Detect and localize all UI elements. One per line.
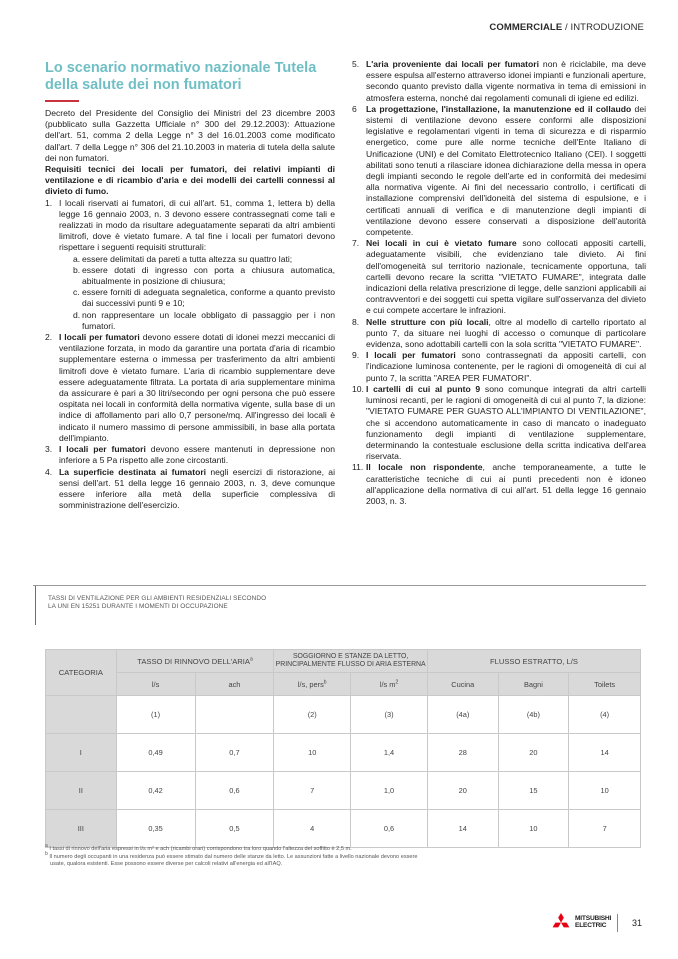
table-cell: (4a) [427, 696, 498, 734]
list-item [352, 317, 646, 351]
item-text: sono collocati appositi cartelli, adeguatamente visibili, che evidenziano tale divieto. Ai fini dell'omogeneità sul territorio nazionale, tecnicamente opportuna, tali cartelli devono recare la scritta "VIETATO FUMARE", integrata dalle indicazioni della relativa prescrizione di legge, delle sanzioni applicabili ai contravventori e dei soggetti cui spetta vigilare sull'osservanza del divieto e cui compete accertare le infrazioni. [366, 238, 647, 316]
table-cell: 0,5 [195, 810, 274, 848]
sub-list-item [73, 265, 335, 287]
item-text: dei sistemi di ventilazione devono essere conformi alle disposizioni legislative e regolamentari vigenti in tema di sicurezza e di risparmio energetico, come pure alle norme tecniche dell'Ente Italiano di Unificazione (UNI) e del Comitato Elettrotecnico Italiano (CEI). I soggetti abilitati sono tenuti a rilasciare idonea dichiarazione della messa in opera degli impianti secondo le regole dell'arte ed in conformità dei medesimi alla normativa vigente. Ai fini del necessario controllo, i certificati di installazione comprensivi dell'idoneità del sistema di espulsione, e i certificati annuali di verifica e di manutenzione degli impianti di ventilazione devono essere conservati a disposizione dell'autorità competente. [366, 103, 647, 238]
table-cell: 28 [427, 734, 498, 772]
unit-text: l/s, pers [297, 679, 324, 689]
item-number: 11. [352, 462, 364, 473]
item-bold-lead: Il locale non rispondente [366, 462, 483, 473]
mitsubishi-electric-logo [550, 913, 611, 932]
item-bold-lead: Nelle strutture con più locali [366, 316, 489, 327]
footnote-mark: b [45, 850, 48, 857]
header-category: CATEGORIA [46, 650, 117, 696]
footnote-text: I tassi di rinnovo dell'aria espressi in l/s m² e ach (ricambi orari) corrispondono tra loro quando l'altezza del soffitto è 2,5 m. [47, 846, 352, 852]
item-number: 3. [45, 444, 53, 455]
unit-header [427, 673, 498, 696]
header-separator: / [562, 22, 571, 33]
sub-list-item [73, 287, 335, 309]
table-cell: 14 [427, 810, 498, 848]
sub-item-letter: d. [73, 309, 81, 320]
sub-list [59, 254, 335, 332]
item-bold-lead: La superficie destinata ai fumatori [59, 466, 207, 477]
table-cell: 20 [427, 772, 498, 810]
header-text: SOGGIORNO E STANZE DA LETTO, [292, 653, 409, 660]
sub-item-text: essere dotati di ingresso con porta a chiusura automatica, abitualmente in posizione di chiusura; [82, 264, 335, 287]
section-divider [33, 585, 646, 586]
unit-header [498, 673, 569, 696]
footnote [45, 843, 645, 854]
list-item [45, 332, 335, 444]
item-number: 6 [352, 103, 357, 114]
header-text: TASSO DI RINNOVO DELL'ARIA [137, 656, 250, 666]
three-diamonds-icon [550, 913, 572, 932]
unit-header [195, 673, 274, 696]
item-text: non è riciclabile, ma deve essere espulsa all'esterno attraverso idonei impianti e funzionali aperture, secondo quanto previsto dalla vigente normativa in tema di emissioni in atmosfera esterna, nonché dai regolamenti comunali di igiene ed edilizi. [366, 59, 646, 103]
list-item [352, 462, 646, 507]
item-number: 2. [45, 332, 53, 343]
item-number: 1. [45, 197, 53, 208]
footnote [45, 850, 645, 862]
item-bold-lead: I locali per fumatori [59, 444, 146, 455]
footer-separator [617, 914, 618, 932]
header-text: PRINCIPALMENTE FLUSSO DI ARIA ESTERNA [275, 661, 426, 668]
sub-item-text: essere delimitati da pareti a tutta altezza su quattro lati; [82, 253, 293, 264]
list-item [45, 444, 335, 466]
unit-text: l/s m [379, 679, 396, 689]
table-cell: 7 [274, 772, 351, 810]
reference-row [46, 696, 641, 734]
unit-header [569, 673, 641, 696]
table-cell: 10 [274, 734, 351, 772]
category-cell: I [46, 734, 117, 772]
footnote-text: Il numero degli occupanti in una residenza può essere stimato dal numero delle stanze da letto. Le assunzioni fatte a livello nazionale devono essere [47, 853, 418, 860]
table-cell: 0,6 [195, 772, 274, 810]
item-bold-lead: I cartelli di cui al punto 9 [366, 383, 481, 394]
table-cell: 7 [569, 810, 641, 848]
item-text: devono essere mantenuti in depressione non inferiore a 5 Pa rispetto alle zone circostanti. [59, 444, 335, 466]
table-cell: (4b) [498, 696, 569, 734]
sub-item-letter: c. [73, 287, 80, 298]
table-cell: 20 [498, 734, 569, 772]
ventilation-rates-table [45, 649, 641, 848]
item-text: sono comunque integrati da altri cartelli luminosi recanti, per le ragioni di omogeneità di cui al punto 7, la dizione: "VIETATO FUMARE PER GUASTO ALL'IMPIANTO DI VENTILAZIONE", che si accendono automaticamente in caso di mancato o inadeguato funzionamento degli impianti di ventilazione supplementare, determinando la contestuale esclusione della scritta indicativa dell'area riservata. [366, 383, 646, 462]
brand-line: MITSUBISHI [575, 914, 612, 922]
item-number: 10. [352, 383, 364, 394]
header-living-bedrooms [274, 650, 428, 673]
header-extracted-flow: FLUSSO ESTRATTO, L/S [427, 650, 640, 673]
table-cell: 15 [498, 772, 569, 810]
article-title: Lo scenario normativo nazionale Tutela della salute dei non fumatori [45, 60, 317, 93]
table-cell: 0,42 [116, 772, 195, 810]
item-number: 7. [352, 238, 360, 249]
table-cell [46, 696, 117, 734]
item-number: 5. [352, 59, 360, 69]
left-column [45, 60, 335, 511]
footnote-mark: a [249, 655, 253, 662]
unit-text: ach [228, 679, 241, 689]
table-cell: (3) [351, 696, 428, 734]
unit-text: l/s [151, 679, 160, 689]
header-section: COMMERCIALE [489, 22, 563, 33]
list-item [45, 198, 335, 332]
item-number: 4. [45, 466, 53, 477]
table-cell: 10 [498, 810, 569, 848]
table-row [46, 772, 641, 810]
header-air-renewal [116, 650, 274, 673]
caption-accent-bar [35, 586, 36, 625]
list-item [352, 350, 646, 384]
list-item [352, 238, 646, 316]
brand-line: ELECTRIC [575, 921, 607, 929]
footnote-mark: a [45, 843, 48, 850]
footnote-mark: b [323, 679, 327, 686]
right-column [352, 59, 646, 507]
table-footnotes [45, 843, 645, 869]
category-cell: III [46, 810, 117, 848]
list-item [45, 467, 335, 512]
table-cell: (4) [569, 696, 641, 734]
header-subsection: INTRODUZIONE [570, 22, 644, 33]
requirements-heading: Requisiti tecnici dei locali per fumatori, dei relativi impianti di ventilazione e di ricambio d'aria e dei modelli dei cartelli connessi al divieto di fumo. [45, 164, 335, 197]
item-text: I locali riservati ai fumatori, di cui all'art. 51, comma 1, lettera b) della legge 16 gennaio 2003, n. 3 devono essere contrassegnati come tali e realizzati in modo da risultare adeguatamente separati da altri ambienti limitrofi, dove è vietato fumare. A tal fine i locali per fumatori devono rispettare i seguenti requisiti strutturali: [59, 197, 335, 253]
brand-name [575, 916, 611, 929]
sub-item-text: non rappresentare un locale obbligato di passaggio per i non fumatori. [82, 309, 335, 331]
table-cell: 0,7 [195, 734, 274, 772]
page-number: 31 [632, 918, 643, 928]
table-row [46, 734, 641, 772]
item-bold-lead: La progettazione, l'installazione, la manutenzione ed il collaudo [366, 103, 632, 114]
table-row [46, 810, 641, 848]
item-text: , anche temporaneamente, a tutte le caratteristiche tecniche di cui ai punti precedenti non è idoneo all'applicazione della normativa di cui all'art. 51 della legge 16 gennaio 2003, n. 3. [366, 462, 646, 506]
page-header [489, 22, 644, 33]
table-cell: 0,35 [116, 810, 195, 848]
item-number: 9. [352, 350, 360, 361]
unit-text: Bagni [523, 679, 543, 689]
table-cell: 4 [274, 810, 351, 848]
item-bold-lead: Nei locali in cui è vietato fumare [366, 238, 517, 249]
table-caption [48, 595, 266, 611]
title-underline [45, 100, 79, 102]
item-bold-lead: I locali per fumatori [59, 332, 140, 343]
caption-line: LA UNI EN 15251 DURANTE I MOMENTI DI OCCUPAZIONE [48, 603, 228, 610]
table-cell: (1) [116, 696, 195, 734]
table-cell: 10 [569, 772, 641, 810]
item-bold-lead: I locali per fumatori [366, 350, 456, 361]
item-bold-lead: L'aria proveniente dai locali per fumatori [366, 59, 539, 69]
superscript: 2 [395, 679, 399, 686]
footnote-continuation: usate, qualora esistenti. Esse possono essere diverse per calcoli relativi all'energia ed all'IAQ. [50, 861, 283, 867]
requirements-list-left [45, 198, 335, 512]
table-cell: (2) [274, 696, 351, 734]
table-cell [195, 696, 274, 734]
sub-item-letter: a. [73, 253, 81, 264]
list-item [352, 104, 646, 238]
requirements-list-right [352, 59, 646, 507]
table-cell: 1,0 [351, 772, 428, 810]
unit-header [351, 673, 428, 696]
caption-line: TASSI DI VENTILAZIONE PER GLI AMBIENTI RESIDENZIALI SECONDO [48, 595, 267, 602]
table-cell: 14 [569, 734, 641, 772]
intro-paragraph: Decreto del Presidente del Consiglio dei Ministri del 23 dicembre 2003 (pubblicato sulla Gazzetta Ufficiale n° 300 del 29.12.2003): Attuazione dell'art. 51, comma 2 della Legge n° 3 del 16.01.2003 come modificato dall'art. 7 della Legge n° 306 del 21.10.2003 in materia di tutela della salute dei non fumatori. [45, 108, 335, 163]
category-cell: II [46, 772, 117, 810]
unit-text: Cucina [451, 679, 475, 689]
unit-text: Toilets [594, 679, 616, 689]
unit-header [116, 673, 195, 696]
sub-list-item [73, 254, 335, 265]
unit-header [274, 673, 351, 696]
item-text: devono essere dotati di idonei mezzi meccanici di ventilazione forzata, in modo da garantire una portata d'aria di ricambio supplementare esterna o immessa per trasferimento da altri ambienti limitrofi dove è vietato fumare. L'aria di ricambio supplementare deve essere adeguatamente filtrata. La portata di aria supplementare minima da assicurare è pari a 30 litri/secondo per ogni persona che può essere ospitata nei locali in conformità della normativa vigente, sulla base di un indice di affollamento pari allo 0,7 persone/mq. All'ingresso dei locali è indicato il numero massimo di persone ammissibili, in base alla portata dell'impianto. [59, 332, 335, 443]
sub-item-text: essere forniti di adeguata segnaletica, conforme a quanto previsto dai successivi punti 9 e 10; [82, 287, 335, 309]
item-text: , oltre al modello di cartello riportato al punto 7, da situare nei luoghi di accesso o comunque di particolare evidenza, sono adottabili cartelli con la sola scritta "VIETATO FUMARE". [366, 316, 646, 350]
table-cell: 0,49 [116, 734, 195, 772]
sub-item-letter: b. [73, 264, 81, 275]
list-item [352, 59, 646, 104]
item-text: sono contrassegnati da appositi cartelli, con l'indicazione luminosa contenente, per le ragioni di omogeneità di cui al punto 7, la scritta "AREA PER FUMATORI". [366, 350, 646, 383]
list-item [352, 384, 646, 462]
table-cell: 1,4 [351, 734, 428, 772]
sub-list-item [73, 310, 335, 332]
item-text: negli esercizi di ristorazione, ai sensi dell'art. 51 della legge 16 gennaio 2003, n. 3, deve comunque essere inferiore alla metà della superficie complessiva di somministrazione dell'esercizio. [59, 466, 335, 511]
table-cell: 0,6 [351, 810, 428, 848]
item-number: 8. [352, 316, 360, 327]
